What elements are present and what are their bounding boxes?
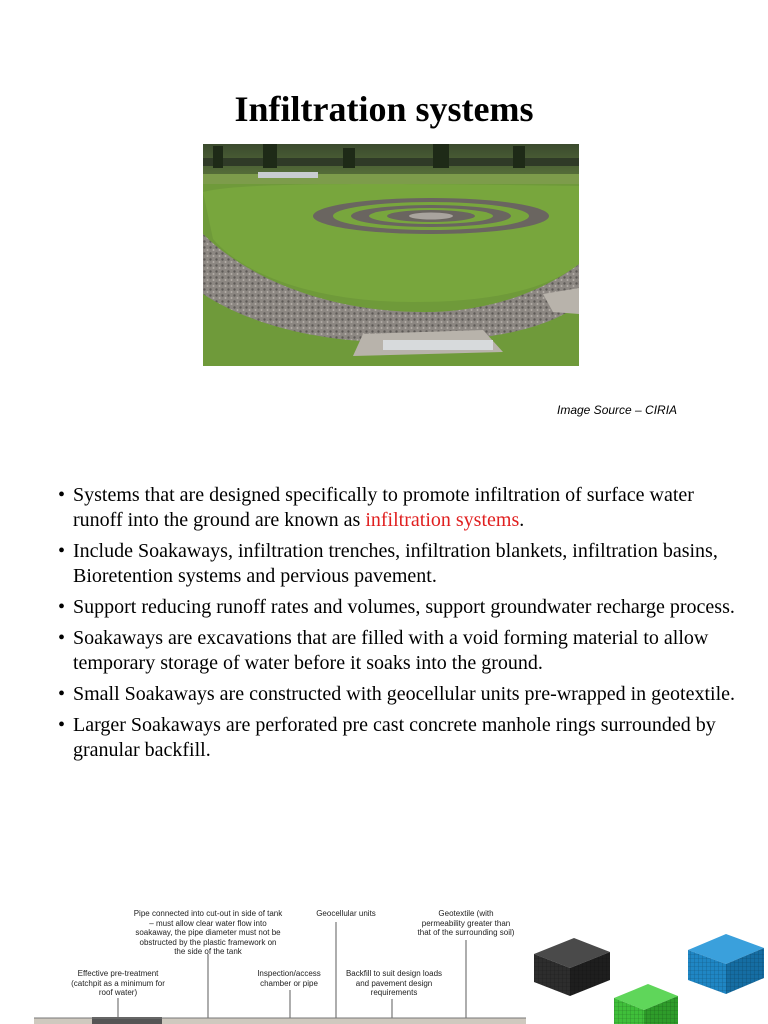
bullet-item: • Systems that are designed specifically to promote infiltration of surface water runoff into the ground are known as infiltration systems. xyxy=(58,483,738,533)
pipe-label: Pipe connected into cut-out in side of tank – must allow clear water flow into soakaway, the pipe diameter must not be obstructed by the plastic framework on the side of the tank xyxy=(133,909,283,956)
bullet-item: • Small Soakaways are constructed with geocellular units pre-wrapped in geotextile. xyxy=(58,682,738,707)
bullet-item: • Include Soakaways, infiltration trenches, infiltration blankets, infiltration basins, Bioretention systems and pervious pavement. xyxy=(58,539,738,589)
backfill-label: Backfill to suit design loads and pavement design requirements xyxy=(345,969,443,997)
bullet-item: • Larger Soakaways are perforated pre cast concrete manhole rings surrounded by granular backfill. xyxy=(58,713,738,763)
highlighted-term: infiltration systems xyxy=(365,509,520,531)
green-geocellular-unit xyxy=(614,984,678,1024)
black-geocellular-unit xyxy=(534,938,610,996)
bullet-list xyxy=(58,483,738,769)
image-source-caption: Image Source – CIRIA xyxy=(557,403,678,417)
soakaway-diagram xyxy=(0,900,768,1024)
geocellular-units-illustration xyxy=(530,930,768,1024)
pretreatment-label: Effective pre-treatment (catchpit as a minimum for roof water) xyxy=(71,969,165,997)
geotextile-label: Geotextile (with permeability greater than that of the surrounding soil) xyxy=(417,909,515,937)
infiltration-basin-photo xyxy=(203,144,579,366)
blue-geocellular-unit xyxy=(688,934,764,994)
inspection-label: Inspection/access chamber or pipe xyxy=(257,969,321,988)
slide-title: Infiltration systems xyxy=(234,89,534,129)
geocellular-label: Geocellular units xyxy=(316,909,376,918)
bullet-item: • Support reducing runoff rates and volumes, support groundwater recharge process. xyxy=(58,595,738,620)
bullet-item: • Soakaways are excavations that are filled with a void forming material to allow temporary storage of water before it soaks into the ground. xyxy=(58,626,738,676)
